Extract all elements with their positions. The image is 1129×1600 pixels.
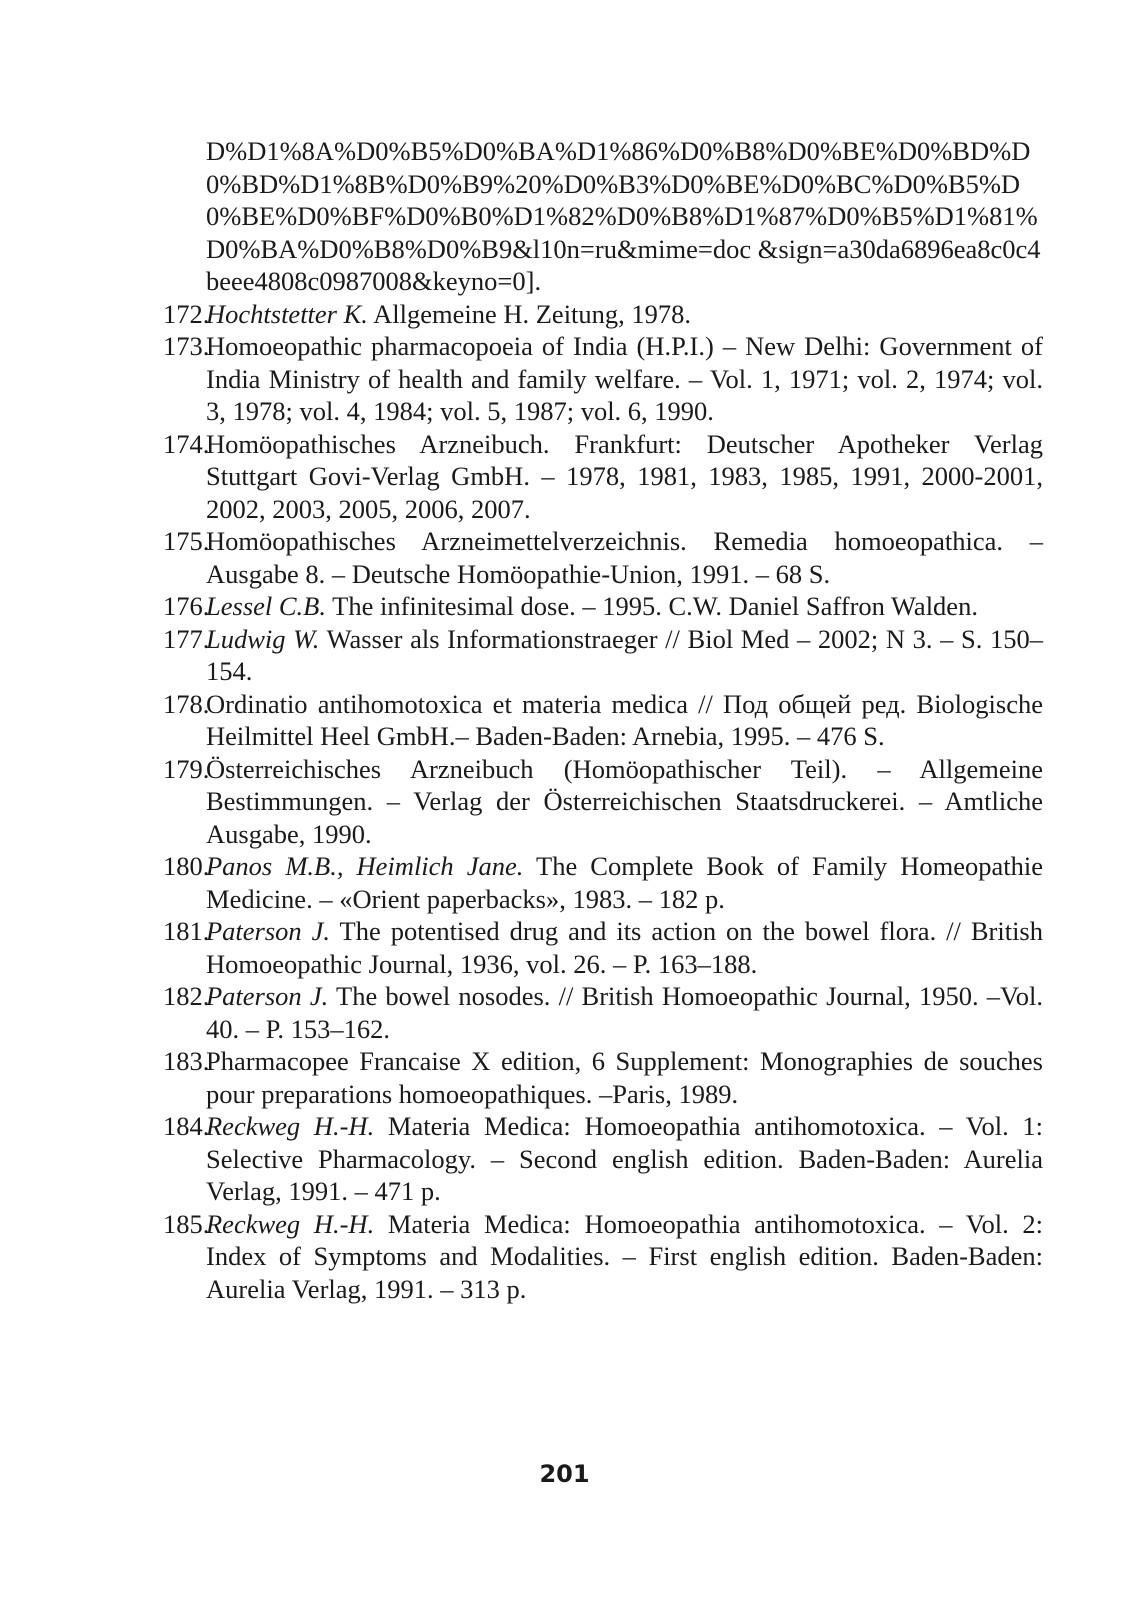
reference-item-180 [163,850,1043,915]
reference-author: Ludwig W. [206,623,320,654]
reference-number: 175. [163,526,210,556]
reference-item-179 [163,753,1043,851]
reference-author: Hochtstetter K. [206,298,368,329]
reference-item-177 [163,623,1043,688]
reference-text: Homöopathisches Arzneibuch. Frankfurt: Deutscher Apotheker Verlag Stuttgart Govi-Verlag GmbH. – 1978, 1981, 1983, 1985, 1991, 2000-2001, 2002, 2003, 2005, 2006, 2007. [206,428,1043,524]
reference-number: 176. [163,591,210,621]
reference-number: 179. [163,753,210,784]
reference-number: 174. [163,428,210,459]
reference-text: Österreichisches Arzneibuch (Homöopathischer Teil). – Allgemeine Bestimmungen. – Verlag der Österreichischen Staatsdruckerei. – Amtliche Ausgabe, 1990. [206,753,1043,849]
reference-number: 185. [163,1208,210,1239]
reference-number: 178. [163,688,210,719]
reference-number: 173. [163,331,210,361]
reference-author: Paterson J. [206,981,329,1011]
reference-number: 182. [163,981,210,1011]
reference-text: Pharmacopee Francaise X edition, 6 Supplement: Monographies de souches pour preparations homoeopathiques. –Paris, 1989. [206,1046,1043,1109]
reference-author: Paterson J. [206,916,331,946]
reference-item-175 [163,525,1043,590]
reference-text: Wasser als Informationstraeger // Biol Med – 2002; N 3. – S. 150–154. [206,623,1043,686]
reference-list [163,135,1043,1305]
reference-text: The Complete Book of Family Homeopathie Medicine. – «Orient paperbacks», 1983. – 182 p. [206,851,1043,914]
reference-text: Materia Medica: Homoeopathia antihomotoxica. – Vol. 1: Selective Pharmacology. – Second english edition. Baden-Baden: Aurelia Verlag, 1991. – 471 p. [206,1111,1044,1206]
reference-text: Allgemeine H. Zeitung, 1978. [373,298,692,329]
reference-number: 177. [163,623,210,654]
reference-author: Lessel C.B. [206,591,326,621]
reference-number: 172. [163,298,210,329]
reference-number: 180. [163,851,210,881]
reference-text: Ordinatio antihomotoxica et materia medica // Под общей ред. Biologische Heilmittel Heel GmbH.– Baden-Baden: Arnebia, 1995. – 476 S. [206,688,1043,751]
reference-item-182 [163,980,1043,1045]
reference-author: Reckweg H.-H. [206,1111,375,1141]
reference-number: 184. [163,1111,210,1141]
reference-item-176 [163,590,1043,623]
reference-text: The potentised drug and its action on the bowel flora. // British Homoeopathic Journal, 1936, vol. 26. – P. 163–188. [206,916,1043,979]
reference-item-178 [163,688,1043,753]
reference-text: D%D1%8A%D0%B5%D0%BA%D1%86%D0%B8%D0%BE%D0%BD%D0%BD%D1%8B%D0%B9%20%D0%B3%D0%BE%D0%BC%D0%B5%D0%BE%D0%BF%D0%B0%D1%82%D0%B8%D1%87%D0%B5%D1%81%D0%BA%D0%B8%D0%B9&l10n=ru&mime=doc &sign=a30da6896ea8c0c4beee4808c0987008&keyno=0]. [206,136,1041,296]
page-number: 201 [539,1460,590,1488]
reference-item-183 [163,1045,1043,1110]
reference-item-174 [163,428,1043,526]
reference-item-185 [163,1208,1043,1306]
reference-text: Homoeopathic pharmacopoeia of India (H.P.I.) – New Delhi: Government of India Ministry of health and family welfare. – Vol. 1, 1971; vol. 2, 1974; vol. 3, 1978; vol. 4, 1984; vol. 5, 1987; vol. 6, 1990. [206,331,1043,426]
reference-item-184 [163,1110,1043,1208]
reference-item-172 [163,298,1043,331]
reference-item-173 [163,330,1043,428]
reference-text: Homöopathisches Arzneimettelverzeichnis. Remedia homoeopathica. – Ausgabe 8. – Deutsche Homöopathie-Union, 1991. – 68 S. [206,526,1043,589]
reference-text: The infinitesimal dose. – 1995. C.W. Daniel Saffron Walden. [332,591,978,621]
reference-number: 181. [163,916,210,946]
reference-author: Panos M.B., Heimlich Jane. [206,851,524,881]
reference-number: 183. [163,1046,210,1076]
reference-item-continued [163,135,1043,298]
reference-item-181 [163,915,1043,980]
reference-text: Materia Medica: Homoeopathia antihomotoxica. – Vol. 2: Index of Symptoms and Modalities. – First english edition. Baden-Baden: Aurelia Verlag, 1991. – 313 p. [206,1208,1044,1304]
reference-author: Reckweg H.-H. [206,1208,375,1239]
reference-text: The bowel nosodes. // British Homoeopathic Journal, 1950. –Vol. 40. – P. 153–162. [206,981,1043,1044]
